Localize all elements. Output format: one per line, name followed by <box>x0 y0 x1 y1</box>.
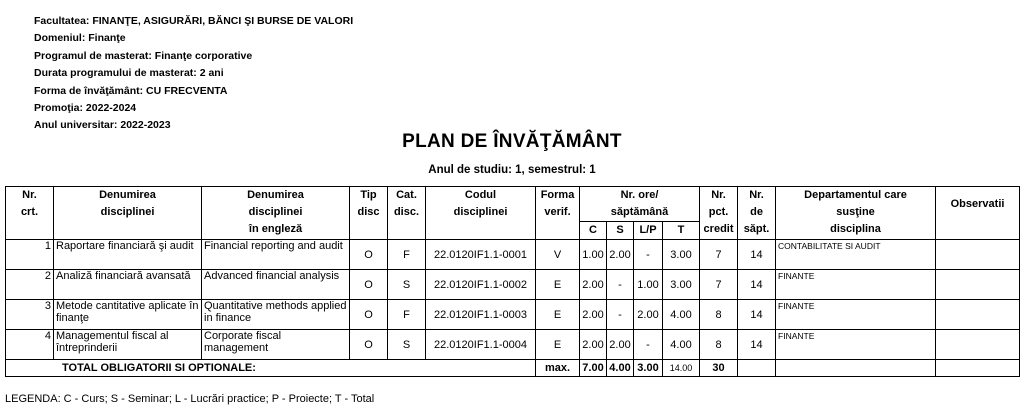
header-cat-disc: Cat. disc. <box>388 187 426 240</box>
header-lp: L/P <box>634 222 663 240</box>
header-denumirea: Denumirea disciplinei <box>54 187 202 240</box>
row-number: 4 <box>6 330 54 360</box>
legend: LEGENDA: C - Curs; S - Seminar; L - Lucrări practice; P - Proiecte; T - Total <box>5 393 375 405</box>
header-departament: Departamentul care susţine disciplina <box>776 187 936 240</box>
discipline-type: O <box>350 300 388 330</box>
duration-line: Durata programului de masterat: 2 ani <box>34 67 224 80</box>
page-title: PLAN DE ÎNVĂŢĂMÂNT <box>402 131 622 152</box>
total-c: 7.00 <box>580 360 607 377</box>
observations <box>936 270 1020 300</box>
verification-form: E <box>536 300 580 330</box>
department: FINANTE <box>776 300 936 330</box>
department: CONTABILITATE SI AUDIT <box>776 240 936 270</box>
hours-lab: 1.00 <box>634 270 663 300</box>
discipline-type: O <box>350 330 388 360</box>
document-metadata <box>34 13 353 135</box>
study-form-line: Forma de învăţământ: CU FRECVENTA <box>34 84 228 97</box>
page-subtitle: Anul de studiu: 1, semestrul: 1 <box>428 164 596 176</box>
weeks-count: 14 <box>738 330 776 360</box>
hours-total: 3.00 <box>663 270 700 300</box>
discipline-name-english: Quantitative methods applied in finance <box>202 300 350 330</box>
hours-seminar: 2.00 <box>607 330 634 360</box>
hours-course: 2.00 <box>580 300 607 330</box>
hours-total: 4.00 <box>663 300 700 330</box>
program-line: Programul de masterat: Finanţe corporative <box>34 49 253 62</box>
department: FINANTE <box>776 270 936 300</box>
row-number: 2 <box>6 270 54 300</box>
curriculum-table <box>5 186 1020 377</box>
discipline-category: F <box>388 240 426 270</box>
observations <box>936 330 1020 360</box>
credit-points: 7 <box>700 240 738 270</box>
hours-seminar: 2.00 <box>607 240 634 270</box>
faculty-line: Facultatea: FINANŢE, ASIGURĂRI, BĂNCI ŞI BURSE DE VALORI <box>34 15 354 27</box>
total-row <box>6 360 1020 377</box>
discipline-type: O <box>350 270 388 300</box>
header-nr-crt: Nr. crt. <box>6 187 54 240</box>
total-lp: 3.00 <box>634 360 663 377</box>
total-empty-obs <box>936 360 1020 377</box>
total-empty-dept <box>776 360 936 377</box>
discipline-code: 22.0120IF1.1-0001 <box>426 240 536 270</box>
header-c: C <box>580 222 607 240</box>
promotion-line: Promoţia: 2022-2024 <box>34 102 137 115</box>
header-forma-verif: Forma verif. <box>536 187 580 240</box>
discipline-code: 22.0120IF1.1-0004 <box>426 330 536 360</box>
discipline-name: Managementul fiscal al întreprinderii <box>54 330 202 360</box>
hours-lab: 2.00 <box>634 300 663 330</box>
academic-year-line: Anul universitar: 2022-2023 <box>34 119 171 132</box>
table-row <box>6 330 1020 360</box>
table-row <box>6 270 1020 300</box>
weeks-count: 14 <box>738 240 776 270</box>
total-max: max. <box>536 360 580 377</box>
header-denumirea-engleza: Denumirea disciplinei în engleză <box>202 187 350 240</box>
discipline-code: 22.0120IF1.1-0003 <box>426 300 536 330</box>
hours-course: 2.00 <box>580 270 607 300</box>
header-saptamana: săptămână <box>580 204 700 222</box>
discipline-name-english: Advanced financial analysis <box>202 270 350 300</box>
discipline-category: S <box>388 270 426 300</box>
hours-lab: - <box>634 330 663 360</box>
credit-points: 8 <box>700 300 738 330</box>
weeks-count: 14 <box>738 270 776 300</box>
header-codul: Codul disciplinei <box>426 187 536 240</box>
table-row <box>6 240 1020 270</box>
discipline-name: Metode cantitative aplicate în finanţe <box>54 300 202 330</box>
discipline-category: S <box>388 330 426 360</box>
weeks-count: 14 <box>738 300 776 330</box>
discipline-code: 22.0120IF1.1-0002 <box>426 270 536 300</box>
domain-line: Domeniul: Finanţe <box>34 32 126 45</box>
total-label: TOTAL OBLIGATORII SI OPTIONALE: <box>6 360 536 377</box>
credit-points: 7 <box>700 270 738 300</box>
total-empty-sapt <box>738 360 776 377</box>
header-nr-ore: Nr. ore/ <box>580 187 700 205</box>
table-body <box>6 240 1020 360</box>
row-number: 1 <box>6 240 54 270</box>
header-observatii: Observatii <box>936 187 1020 240</box>
discipline-name: Raportare financiară şi audit <box>54 240 202 270</box>
observations <box>936 240 1020 270</box>
department: FINANTE <box>776 330 936 360</box>
hours-total: 4.00 <box>663 330 700 360</box>
row-number: 3 <box>6 300 54 330</box>
discipline-type: O <box>350 240 388 270</box>
total-s: 4.00 <box>607 360 634 377</box>
hours-course: 1.00 <box>580 240 607 270</box>
verification-form: V <box>536 240 580 270</box>
hours-course: 2.00 <box>580 330 607 360</box>
total-t: 14.00 <box>663 360 700 377</box>
header-credit: Nr. pct. credit <box>700 187 738 240</box>
hours-seminar: - <box>607 270 634 300</box>
verification-form: E <box>536 270 580 300</box>
discipline-name-english: Corporate fiscal management <box>202 330 350 360</box>
header-saptamani: Nr. de săpt. <box>738 187 776 240</box>
table-row <box>6 300 1020 330</box>
header-s: S <box>607 222 634 240</box>
discipline-name: Analiză financiară avansată <box>54 270 202 300</box>
credit-points: 8 <box>700 330 738 360</box>
header-t: T <box>663 222 700 240</box>
hours-seminar: - <box>607 300 634 330</box>
observations <box>936 300 1020 330</box>
discipline-name-english: Financial reporting and audit <box>202 240 350 270</box>
discipline-category: F <box>388 300 426 330</box>
header-tip-disc: Tip disc <box>350 187 388 240</box>
verification-form: E <box>536 330 580 360</box>
hours-total: 3.00 <box>663 240 700 270</box>
total-credit: 30 <box>700 360 738 377</box>
hours-lab: - <box>634 240 663 270</box>
